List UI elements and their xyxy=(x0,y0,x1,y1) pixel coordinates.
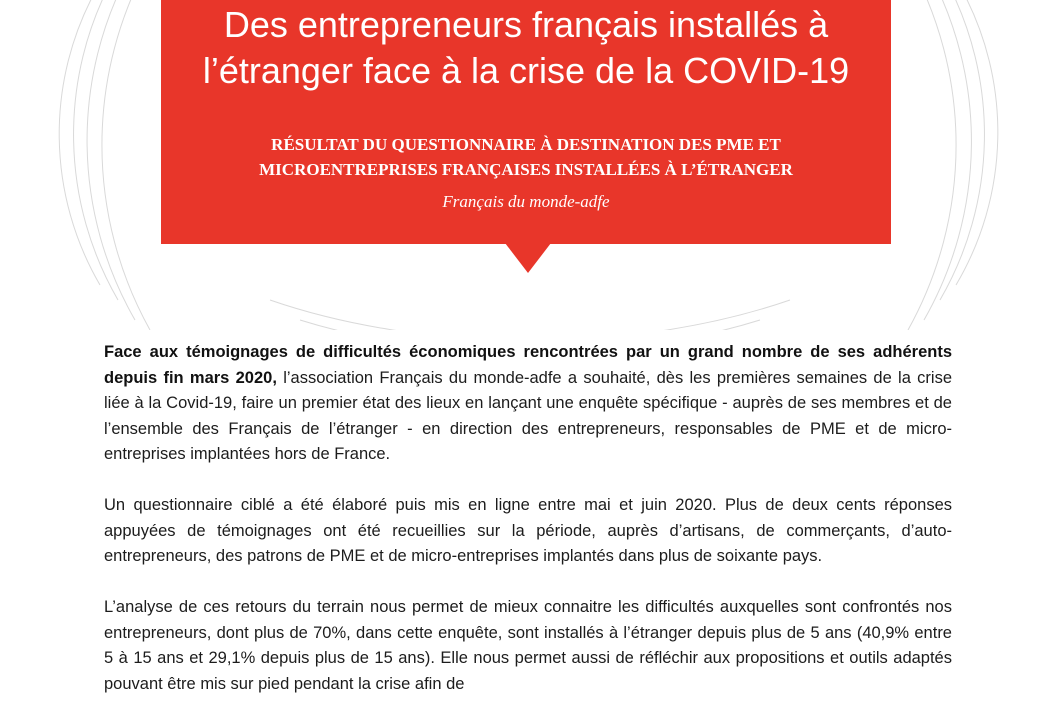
subtitle-line-1: RÉSULTAT DU QUESTIONNAIRE À DESTINATION DES PME ET xyxy=(271,135,781,154)
subtitle-line-2: MICROENTREPRISES FRANÇAISES INSTALLÉES À L’ÉTRANGER xyxy=(259,160,793,179)
document-title xyxy=(161,2,891,94)
body-text xyxy=(104,340,952,723)
paragraph-2: Un questionnaire ciblé a été élaboré puis mis en ligne entre mai et juin 2020. Plus de deux cents réponses appuyées de témoignages ont été recueillies sur la période, auprès d’artisans, de commerçants, d’auto-entrepreneurs, des patrons de PME et de micro-entreprises implantés dans plus de soixante pays. xyxy=(104,496,952,565)
paragraph-3: L’analyse de ces retours du terrain nous permet de mieux connaitre les difficultés auxquelles sont confrontés nos entrepreneurs, dont plus de 70%, dans cette enquête, sont installés à l’étranger depuis plus de 5 ans (40,9% entre 5 à 15 ans et 29,1% depuis plus de 15 ans). Elle nous permet aussi de réfléchir aux propositions et outils adaptés pouvant être mis sur pied pendant la crise afin de xyxy=(104,598,952,693)
paragraph-1 xyxy=(104,340,952,468)
banner-pointer xyxy=(505,243,551,273)
title-line-2: l’étranger face à la crise de la COVID-19 xyxy=(202,50,850,91)
paragraph-1-rest: l’association Français du monde-adfe a souhaité, dès les premières semaines de la crise liée à la Covid-19, faire un premier état des lieux en lançant une enquête spécifique - auprès de ses membres et de l’ensemble des Français de l’étranger - en direction des entrepreneurs, responsables de PME et de micro-entreprises implantées hors de France. xyxy=(104,368,952,463)
title-line-1: Des entrepreneurs français installés à xyxy=(223,4,829,45)
paragraph-1-lead: Face aux témoignages de difficultés économiques rencontrées par un grand nombre de ses adhérents depuis fin mars 2020, xyxy=(104,343,952,387)
author-line: Français du monde-adfe xyxy=(442,192,610,211)
document-subtitle xyxy=(161,132,891,182)
